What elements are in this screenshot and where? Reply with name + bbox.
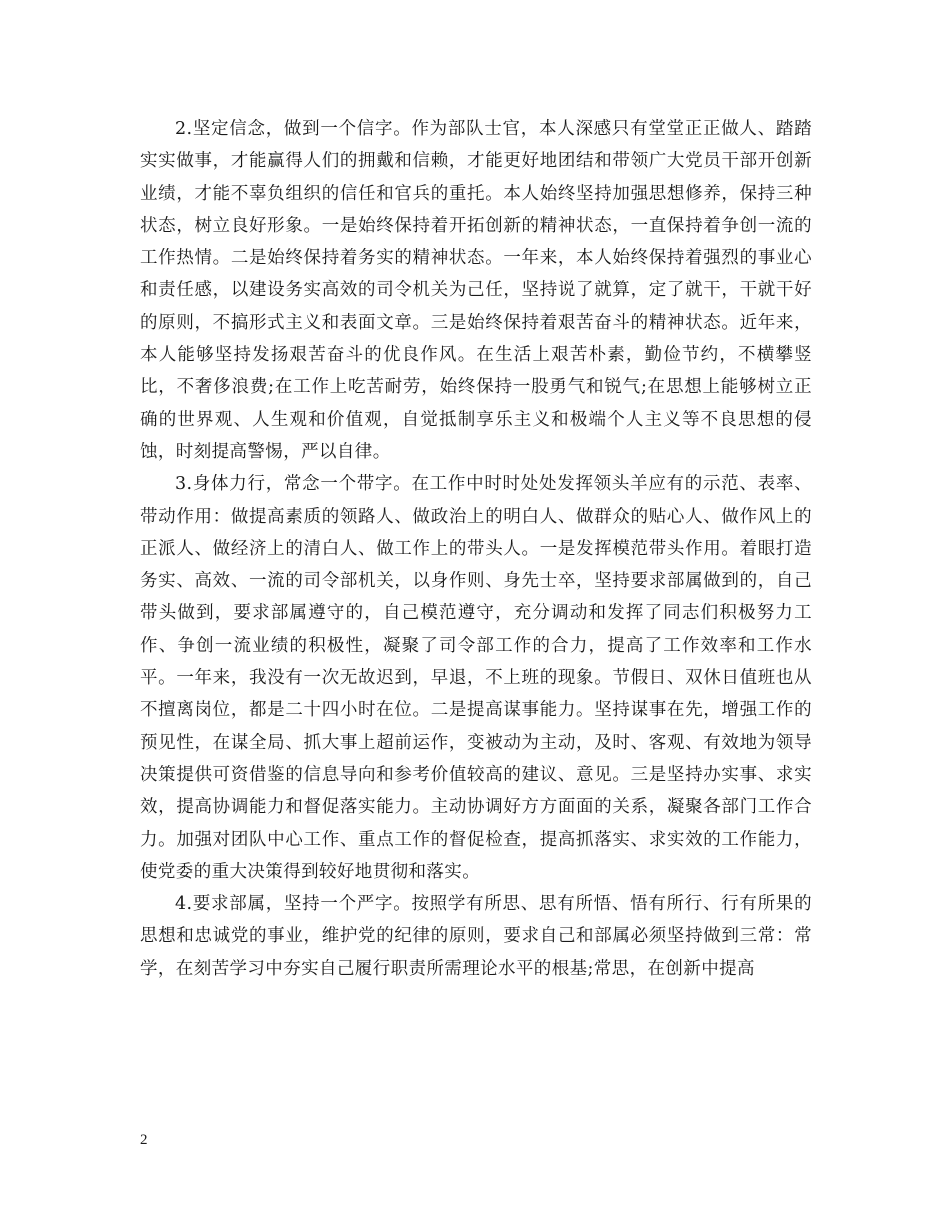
page-number: 2 (140, 1132, 148, 1148)
paragraph-2-faith: 2.坚定信念，做到一个信字。作为部队士官，本人深感只有堂堂正正做人、踏踏实实做事，才能赢得人们的拥戴和信赖，才能更好地团结和带领广大党员干部开创新业绩，才能不辜负组织的信任和官兵的重托。本人始终坚持加强思想修养，保持三种状态，树立良好形象。一是始终保持着开拓创新的精神状态，一直保持着争创一流的工作热情。二是始终保持着务实的精神状态。一年来，本人始终保持着强烈的事业心和责任感，以建设务实高效的司令机关为己任，坚持说了就算，定了就干，干就干好的原则，不搞形式主义和表面文章。三是始终保持着艰苦奋斗的精神状态。近年来，本人能够坚持发扬艰苦奋斗的优良作风。在生活上艰苦朴素，勤俭节约，不横攀竖比，不奢侈浪费;在工作上吃苦耐劳，始终保持一股勇气和锐气;在思想上能够树立正确的世界观、人生观和价值观，自觉抵制享乐主义和极端个人主义等不良思想的侵蚀，时刻提高警惕，严以自律。 (140, 119, 812, 462)
paragraph-4-strict-requirements: 4.要求部属，坚持一个严字。按照学有所思、思有所悟、悟有所行、行有所果的思想和忠诚党的事业，维护党的纪律的原则，要求自己和部属必须坚持做到三常：常学，在刻苦学习中夯实自己履行职责所需理论水平的根基;常思，在创新中提高 (140, 894, 812, 979)
document-body (140, 113, 812, 985)
paragraph-3-lead-by-example: 3.身体力行，常念一个带字。在工作中时时处处发挥领头羊应有的示范、表率、带动作用：做提高素质的领路人、做政治上的明白人、做群众的贴心人、做作风上的正派人、做经济上的清白人、做工作上的带头人。一是发挥模范带头作用。着眼打造务实、高效、一流的司令部机关，以身作则、身先士卒，坚持要求部属做到的，自己带头做到，要求部属遵守的，自己模范遵守，充分调动和发挥了同志们积极努力工作、争创一流业绩的积极性，凝聚了司令部工作的合力，提高了工作效率和工作水平。一年来，我没有一次无故迟到，早退，不上班的现象。节假日、双休日值班也从不擅离岗位，都是二十四小时在位。二是提高谋事能力。坚持谋事在先，增强工作的预见性，在谋全局、抓大事上超前运作，变被动为主动，及时、客观、有效地为领导决策提供可资借鉴的信息导向和参考价值较高的建议、意见。三是坚持办实事、求实效，提高协调能力和督促落实能力。主动协调好方方面面的关系，凝聚各部门工作合力。加强对团队中心工作、重点工作的督促检查，提高抓落实、求实效的工作能力，使党委的重大决策得到较好地贯彻和落实。 (140, 474, 812, 882)
